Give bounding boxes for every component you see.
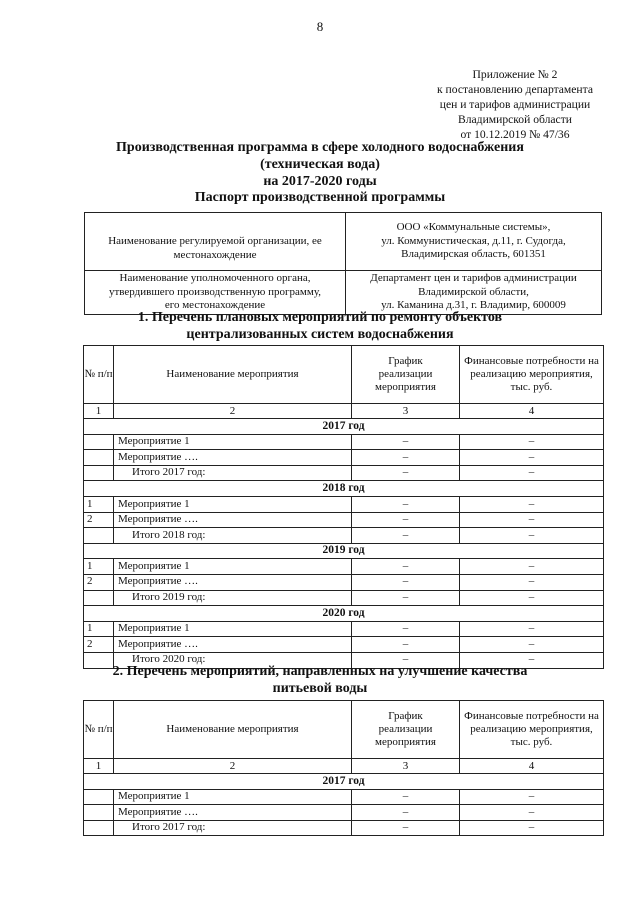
appendix-line: к постановлению департамента	[437, 83, 593, 96]
header-name: Наименование мероприятия	[114, 346, 352, 404]
finance-value: –	[460, 450, 604, 466]
row-number: 2	[84, 637, 114, 653]
finance-value: –	[460, 652, 604, 668]
finance-value: –	[460, 621, 604, 637]
value-line: ул. Коммунистическая, д.11, г. Судогда,	[381, 234, 566, 247]
activity-name: Мероприятие ….	[114, 512, 352, 528]
schedule-value: –	[352, 637, 460, 653]
header-finance: Финансовые потребности на реализацию мероприятия, тыс. руб.	[460, 346, 604, 404]
finance-value: –	[460, 528, 604, 544]
schedule-value: –	[352, 434, 460, 450]
total-row	[84, 590, 604, 606]
passport-value	[346, 213, 602, 271]
table-row	[84, 574, 604, 590]
finance-value: –	[460, 559, 604, 575]
finance-value: –	[460, 789, 604, 805]
year-label: 2020 год	[84, 606, 604, 622]
column-number: 4	[460, 404, 604, 419]
column-number: 1	[84, 759, 114, 774]
table-header-row	[84, 346, 604, 404]
finance-value: –	[460, 820, 604, 836]
value-line: Владимирская область, 601351	[401, 248, 546, 261]
schedule-value: –	[352, 528, 460, 544]
column-number: 1	[84, 404, 114, 419]
column-number: 3	[352, 404, 460, 419]
label-line: Наименование уполномоченного органа,	[119, 272, 311, 285]
finance-value: –	[460, 805, 604, 821]
column-number-row	[84, 404, 604, 419]
row-number	[84, 465, 114, 481]
year-header-row	[84, 419, 604, 435]
table-row	[84, 512, 604, 528]
row-number: 2	[84, 512, 114, 528]
appendix-line: Владимирской области	[458, 113, 572, 126]
appendix-block	[390, 67, 640, 142]
schedule-value: –	[352, 652, 460, 668]
passport-label: Наименование регулируемой организации, ее местонахождение	[85, 213, 346, 271]
row-number: 1	[84, 621, 114, 637]
title-line: на 2017-2020 годы	[263, 174, 377, 189]
row-number	[84, 450, 114, 466]
passport-label	[85, 271, 346, 315]
schedule-value: –	[352, 559, 460, 575]
year-header-row	[84, 774, 604, 790]
header-finance: Финансовые потребности на реализацию мероприятия, тыс. руб.	[460, 701, 604, 759]
activity-name: Мероприятие 1	[114, 559, 352, 575]
activity-name: Мероприятие ….	[114, 450, 352, 466]
finance-value: –	[460, 465, 604, 481]
activity-name: Мероприятие 1	[114, 434, 352, 450]
section-title-line: 2. Перечень мероприятий, направленных на улучшение качества	[112, 664, 528, 679]
row-number	[84, 528, 114, 544]
repair-plan-table	[83, 345, 604, 669]
passport-table	[84, 212, 602, 315]
finance-value: –	[460, 637, 604, 653]
header-no: № п/п	[84, 701, 114, 759]
water-quality-table	[83, 700, 604, 836]
column-number-row	[84, 759, 604, 774]
total-label: Итого 2020 год:	[114, 652, 352, 668]
row-number	[84, 789, 114, 805]
section1-title	[40, 309, 600, 343]
activity-name: Мероприятие 1	[114, 621, 352, 637]
finance-value: –	[460, 496, 604, 512]
section-title-line: питьевой воды	[272, 681, 368, 696]
table-row	[84, 789, 604, 805]
year-label: 2017 год	[84, 419, 604, 435]
total-label: Итого 2017 год:	[114, 465, 352, 481]
column-number: 4	[460, 759, 604, 774]
table-row	[84, 496, 604, 512]
year-header-row	[84, 481, 604, 497]
table-header-row	[84, 701, 604, 759]
column-number: 2	[114, 404, 352, 419]
passport-row-organization	[85, 213, 602, 271]
year-label: 2019 год	[84, 543, 604, 559]
schedule-value: –	[352, 496, 460, 512]
activity-name: Мероприятие 1	[114, 496, 352, 512]
table-row	[84, 450, 604, 466]
schedule-value: –	[352, 789, 460, 805]
column-number: 3	[352, 759, 460, 774]
row-number	[84, 590, 114, 606]
year-label: 2017 год	[84, 774, 604, 790]
activity-name: Мероприятие ….	[114, 574, 352, 590]
header-name: Наименование мероприятия	[114, 701, 352, 759]
row-number	[84, 805, 114, 821]
activity-name: Мероприятие 1	[114, 789, 352, 805]
year-label: 2018 год	[84, 481, 604, 497]
section2-title	[40, 663, 600, 697]
passport-row-authority	[85, 271, 602, 315]
total-row	[84, 528, 604, 544]
schedule-value: –	[352, 820, 460, 836]
passport-title: Паспорт производственной программы	[194, 190, 446, 205]
table-row	[84, 434, 604, 450]
finance-value: –	[460, 590, 604, 606]
total-row	[84, 465, 604, 481]
total-label: Итого 2019 год:	[114, 590, 352, 606]
table-row	[84, 559, 604, 575]
document-title	[40, 139, 600, 190]
value-line: ул. Каманина д.31, г. Владимир, 600009	[381, 299, 566, 312]
activity-name: Мероприятие ….	[114, 637, 352, 653]
header-no: № п/п	[84, 346, 114, 404]
table-row	[84, 637, 604, 653]
row-number	[84, 820, 114, 836]
row-number: 1	[84, 496, 114, 512]
header-schedule: График реализации мероприятия	[352, 701, 460, 759]
table2-body	[84, 774, 604, 836]
schedule-value: –	[352, 465, 460, 481]
section-title-line: 1. Перечень плановых мероприятий по ремонту объектов	[137, 310, 503, 325]
schedule-value: –	[352, 450, 460, 466]
schedule-value: –	[352, 574, 460, 590]
header-schedule: График реализации мероприятия	[352, 346, 460, 404]
label-line: его местонахождение	[164, 299, 266, 312]
section-title-line: централизованных систем водоснабжения	[186, 327, 454, 342]
value-line: Департамент цен и тарифов администрации	[370, 272, 577, 285]
activity-name: Мероприятие ….	[114, 805, 352, 821]
page-number: 8	[316, 19, 324, 34]
schedule-value: –	[352, 805, 460, 821]
appendix-line: цен и тарифов администрации	[439, 98, 591, 111]
year-header-row	[84, 543, 604, 559]
appendix-line: от 10.12.2019 № 47/36	[460, 128, 570, 141]
appendix-line: Приложение № 2	[472, 68, 558, 81]
column-number: 2	[114, 759, 352, 774]
finance-value: –	[460, 512, 604, 528]
finance-value: –	[460, 434, 604, 450]
year-header-row	[84, 606, 604, 622]
row-number: 1	[84, 559, 114, 575]
row-number	[84, 434, 114, 450]
table-row	[84, 805, 604, 821]
finance-value: –	[460, 574, 604, 590]
total-label: Итого 2017 год:	[114, 820, 352, 836]
value-line: ООО «Коммунальные системы»,	[396, 221, 551, 234]
schedule-value: –	[352, 590, 460, 606]
table-row	[84, 621, 604, 637]
title-line: (техническая вода)	[260, 157, 380, 172]
total-row	[84, 820, 604, 836]
row-number: 2	[84, 574, 114, 590]
schedule-value: –	[352, 512, 460, 528]
total-label: Итого 2018 год:	[114, 528, 352, 544]
title-line: Производственная программа в сфере холодного водоснабжения	[116, 140, 524, 155]
label-line: утвердившего производственную программу,	[108, 285, 321, 298]
passport-value	[346, 271, 602, 315]
schedule-value: –	[352, 621, 460, 637]
table1-body	[84, 419, 604, 669]
value-line: Владимирской области,	[418, 285, 529, 298]
